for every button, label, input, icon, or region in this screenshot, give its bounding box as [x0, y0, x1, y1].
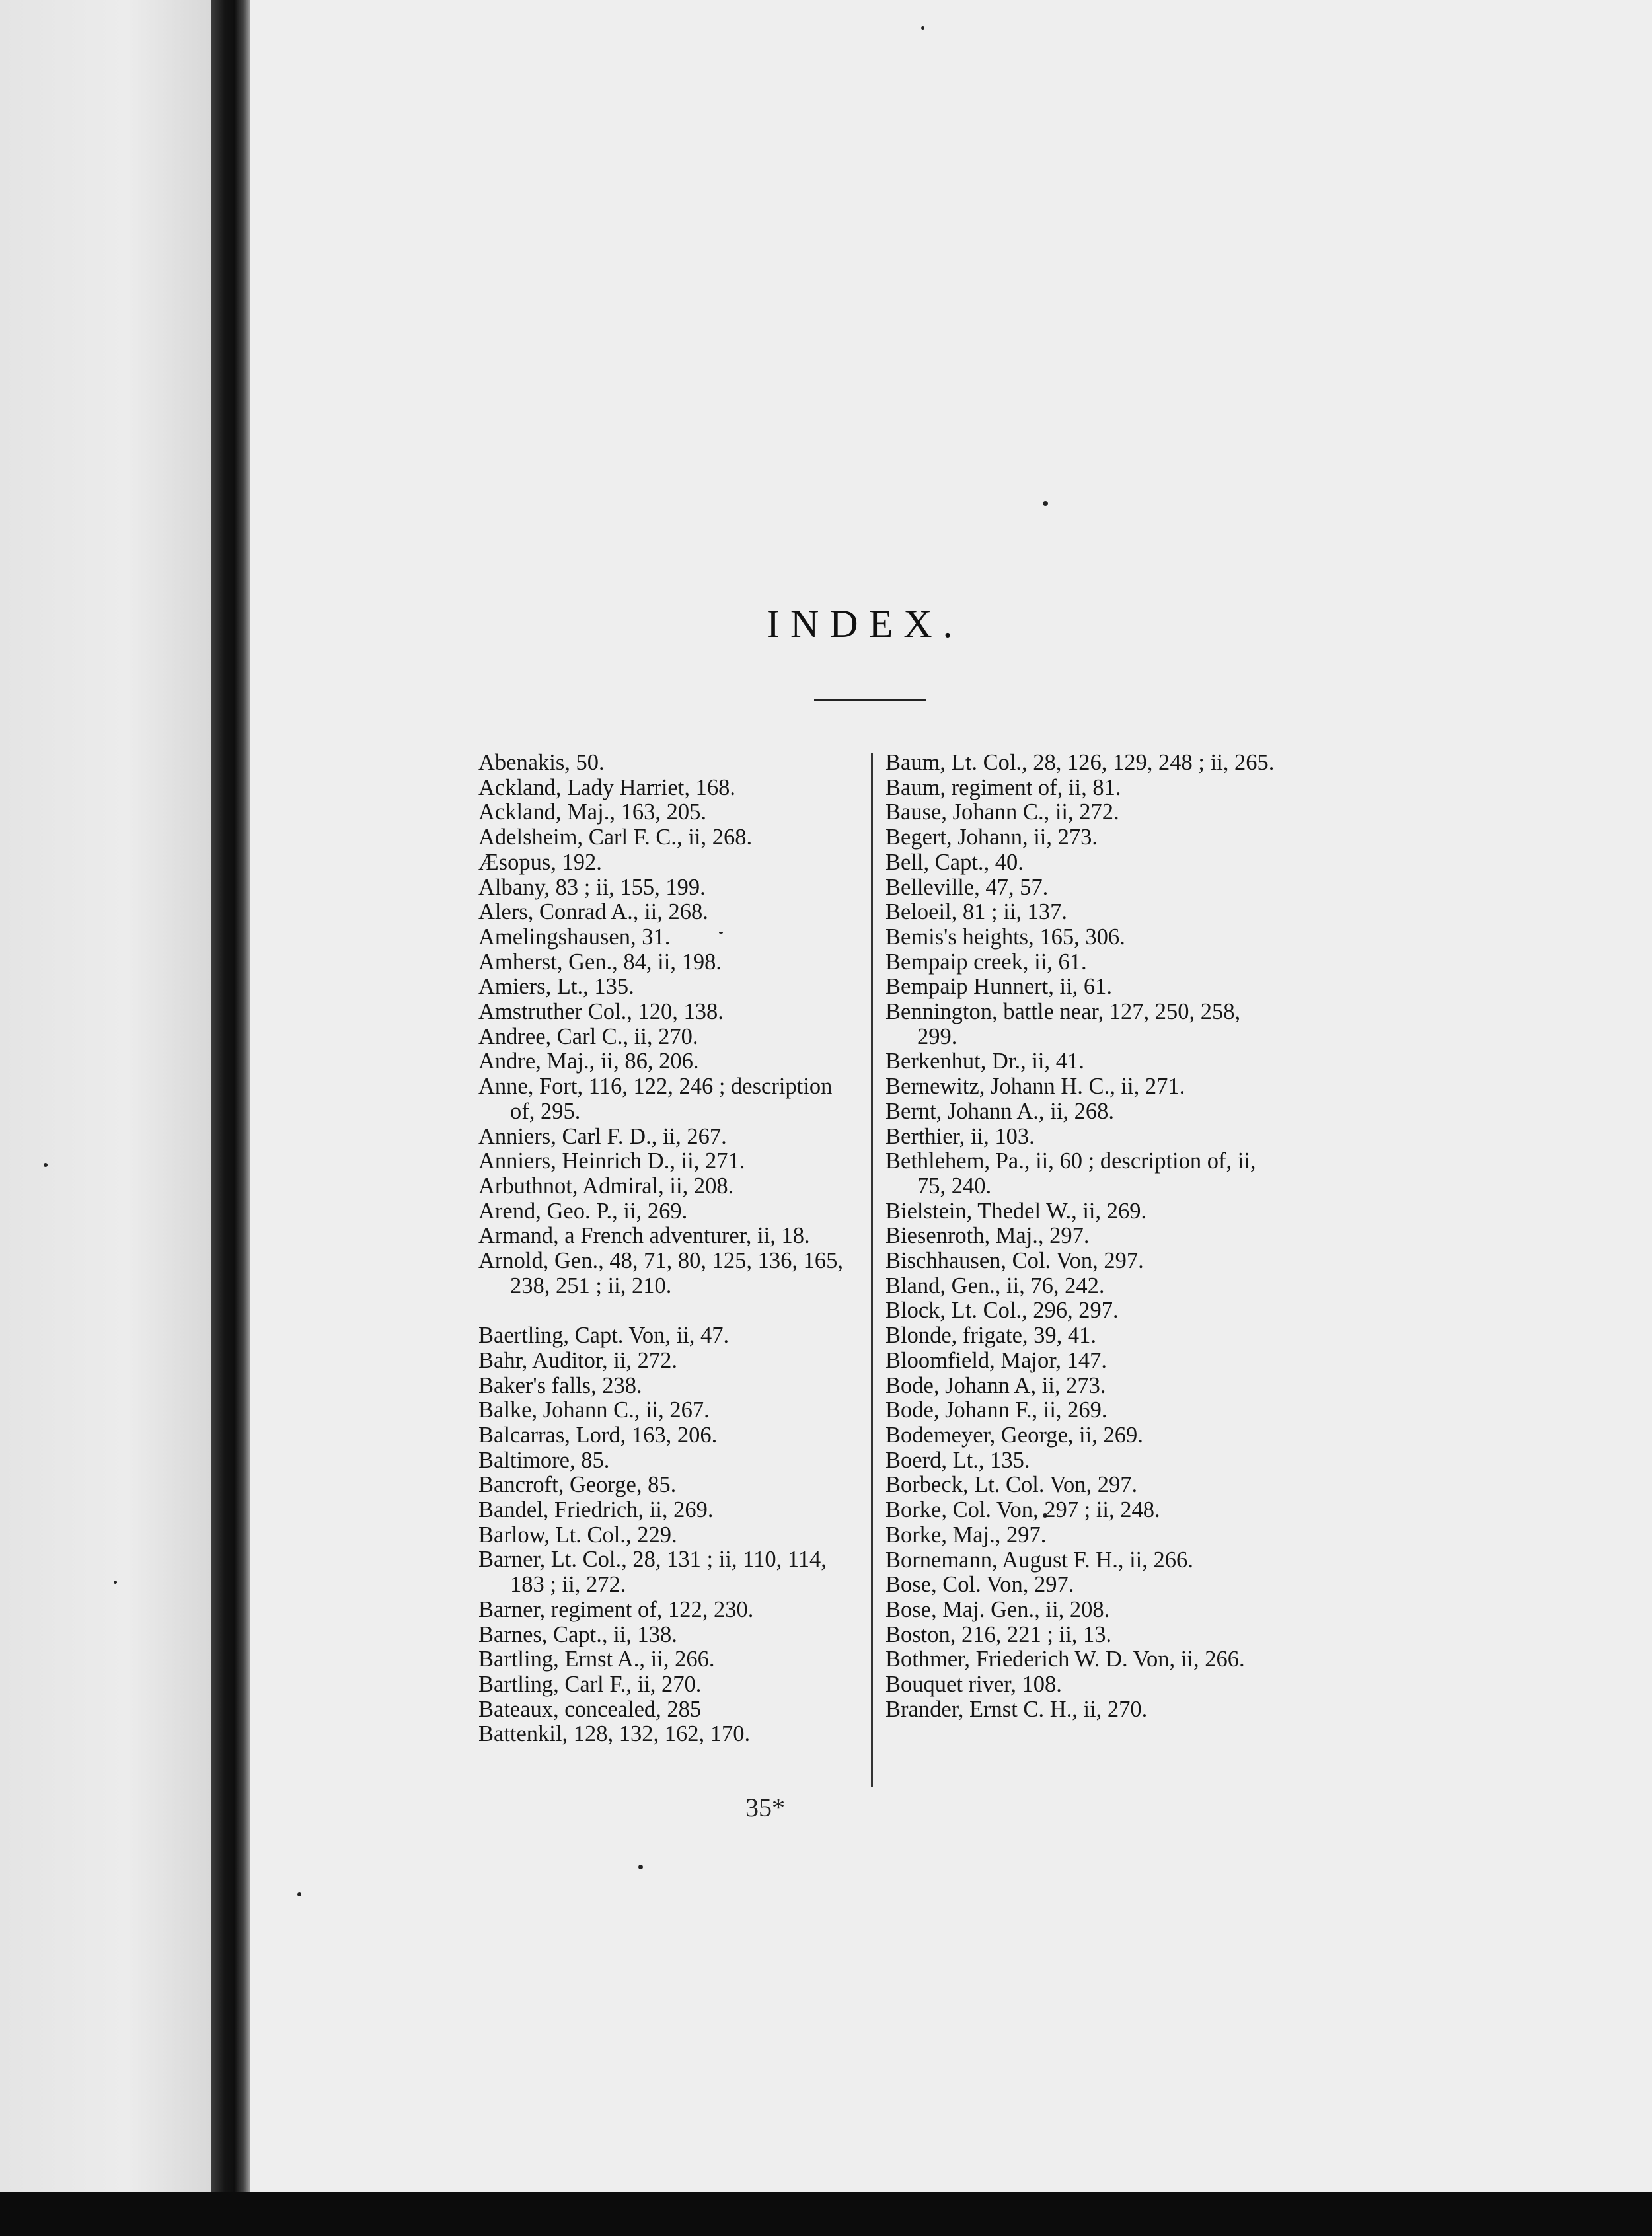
index-entry: Armand, a French adventurer, ii, 18. [478, 1223, 810, 1249]
index-entry: Bethlehem, Pa., ii, 60 ; description of, ii, 75, 240. [885, 1148, 1256, 1199]
index-entry: Anniers, Heinrich D., ii, 271. [478, 1148, 745, 1174]
index-entry: Baertling, Capt. Von, ii, 47. [478, 1323, 730, 1349]
index-entry: Adelsheim, Carl F. C., ii, 268. [478, 825, 753, 850]
index-entry: Block, Lt. Col., 296, 297. [885, 1298, 1119, 1323]
ink-speck [638, 1865, 643, 1869]
index-entry: Bahr, Auditor, ii, 272. [478, 1347, 678, 1373]
index-entry: Bouquet river, 108. [885, 1672, 1062, 1697]
index-entry: Bartling, Ernst A., ii, 266. [478, 1647, 715, 1672]
index-entry: Bandel, Friedrich, ii, 269. [478, 1497, 714, 1523]
scan-border [0, 2192, 1652, 2236]
index-entry: Biesenroth, Maj., 297. [885, 1223, 1090, 1249]
index-entry: Bode, Johann A, ii, 273. [885, 1372, 1106, 1398]
index-entry: Baum, regiment of, ii, 81. [885, 774, 1121, 800]
index-entry: Borbeck, Lt. Col. Von, 297. [885, 1472, 1138, 1498]
index-entry: Battenkil, 128, 132, 162, 170. [478, 1721, 751, 1747]
index-entry: Bemis's heights, 165, 306. [885, 924, 1125, 950]
index-entry: Bischhausen, Col. Von, 297. [885, 1248, 1144, 1274]
index-entry: Abenakis, 50. [478, 750, 605, 775]
index-entry: Bartling, Carl F., ii, 270. [478, 1672, 702, 1697]
index-entry: Bodemeyer, George, ii, 269. [885, 1422, 1143, 1448]
index-entry: Bennington, battle near, 127, 250, 258, 299. [885, 999, 1241, 1049]
index-entry: Balcarras, Lord, 163, 206. [478, 1422, 718, 1448]
index-entry: Belleville, 47, 57. [885, 874, 1049, 900]
index-entry: Andree, Carl C., ii, 270. [478, 1024, 698, 1049]
index-entry: Bode, Johann F., ii, 269. [885, 1398, 1108, 1423]
page-folio: 35* [745, 1793, 785, 1822]
index-entry: Bose, Maj. Gen., ii, 208. [885, 1596, 1110, 1622]
index-entry: Bloomfield, Major, 147. [885, 1347, 1107, 1373]
index-entry: Amiers, Lt., 135. [478, 974, 634, 1000]
index-entry: Baltimore, 85. [478, 1447, 610, 1473]
index-entry: Bothmer, Friederich W. D. Von, ii, 266. [885, 1647, 1245, 1672]
index-entry: Anniers, Carl F. D., ii, 267. [478, 1123, 727, 1149]
index-entry: Baum, Lt. Col., 28, 126, 129, 248 ; ii, 265. [885, 750, 1275, 775]
book-gutter [211, 0, 250, 2236]
index-entry: Ackland, Lady Harriet, 168. [478, 774, 735, 800]
index-entry: Alers, Conrad A., ii, 268. [478, 899, 708, 925]
index-entry: Baker's falls, 238. [478, 1372, 642, 1398]
ink-speck [1043, 501, 1048, 506]
index-entry: Bancroft, George, 85. [478, 1472, 677, 1498]
index-entry: Andre, Maj., ii, 86, 206. [478, 1049, 699, 1074]
index-entry: Balke, Johann C., ii, 267. [478, 1398, 710, 1423]
index-entry: Bornemann, August F. H., ii, 266. [885, 1547, 1193, 1573]
section-gap [478, 1298, 862, 1323]
index-entry: Bempaip creek, ii, 61. [885, 949, 1087, 975]
index-entry: Bause, Johann C., ii, 272. [885, 800, 1119, 825]
index-entry: Amstruther Col., 120, 138. [478, 999, 724, 1025]
index-entry: Arbuthnot, Admiral, ii, 208. [478, 1173, 734, 1199]
index-entry: Borke, Col. Von, 297 ; ii, 248. [885, 1497, 1160, 1523]
index-entry: Blonde, frigate, 39, 41. [885, 1323, 1097, 1349]
index-entry: Æsopus, 192. [478, 849, 602, 875]
index-entry: Bateaux, concealed, 285 [478, 1696, 702, 1722]
index-entry: Bland, Gen., ii, 76, 242. [885, 1273, 1105, 1298]
index-entry: Barner, Lt. Col., 28, 131 ; ii, 110, 114, 183 ; ii, 272. [478, 1547, 827, 1598]
index-entry: Borke, Maj., 297. [885, 1522, 1047, 1547]
index-entry: Bernt, Johann A., ii, 268. [885, 1098, 1114, 1124]
title-rule [814, 699, 926, 701]
ink-speck [297, 1892, 301, 1896]
column-divider [871, 753, 873, 1787]
ink-speck [921, 26, 924, 30]
index-entry: Brander, Ernst C. H., ii, 270. [885, 1696, 1148, 1722]
index-entry: Bernewitz, Johann H. C., ii, 271. [885, 1074, 1185, 1099]
index-entry: Boerd, Lt., 135. [885, 1447, 1030, 1473]
index-entry: Bell, Capt., 40. [885, 849, 1024, 875]
index-entry: Ackland, Maj., 163, 205. [478, 800, 706, 825]
index-entry: Bose, Col. Von, 297. [885, 1572, 1074, 1598]
index-entry: Arnold, Gen., 48, 71, 80, 125, 136, 165, 238, 251 ; ii, 210. [478, 1248, 843, 1298]
index-entry: Begert, Johann, ii, 273. [885, 825, 1098, 850]
index-entry: Barlow, Lt. Col., 229. [478, 1522, 677, 1547]
index-entry: Berthier, ii, 103. [885, 1123, 1035, 1149]
index-entry: Bempaip Hunnert, ii, 61. [885, 974, 1113, 1000]
index-entry: Arend, Geo. P., ii, 269. [478, 1198, 688, 1224]
index-entry: Bielstein, Thedel W., ii, 269. [885, 1198, 1147, 1224]
ink-speck [114, 1581, 117, 1584]
index-entry: Amherst, Gen., 84, ii, 198. [478, 949, 722, 975]
left-page-edge [0, 0, 211, 2236]
index-entry: Barnes, Capt., ii, 138. [478, 1621, 677, 1647]
index-entry: Amelingshausen, 31. [478, 924, 671, 950]
index-column-left [478, 751, 862, 1747]
index-column-right [885, 751, 1282, 1722]
index-entry: Albany, 83 ; ii, 155, 199. [478, 874, 706, 900]
index-entry: Beloeil, 81 ; ii, 137. [885, 899, 1068, 925]
index-entry: Anne, Fort, 116, 122, 246 ; description of, 295. [478, 1074, 833, 1124]
index-entry: Barner, regiment of, 122, 230. [478, 1596, 754, 1622]
ink-speck [44, 1163, 48, 1167]
page-title: INDEX. [767, 602, 963, 646]
index-entry: Berkenhut, Dr., ii, 41. [885, 1049, 1084, 1074]
index-entry: Boston, 216, 221 ; ii, 13. [885, 1621, 1112, 1647]
